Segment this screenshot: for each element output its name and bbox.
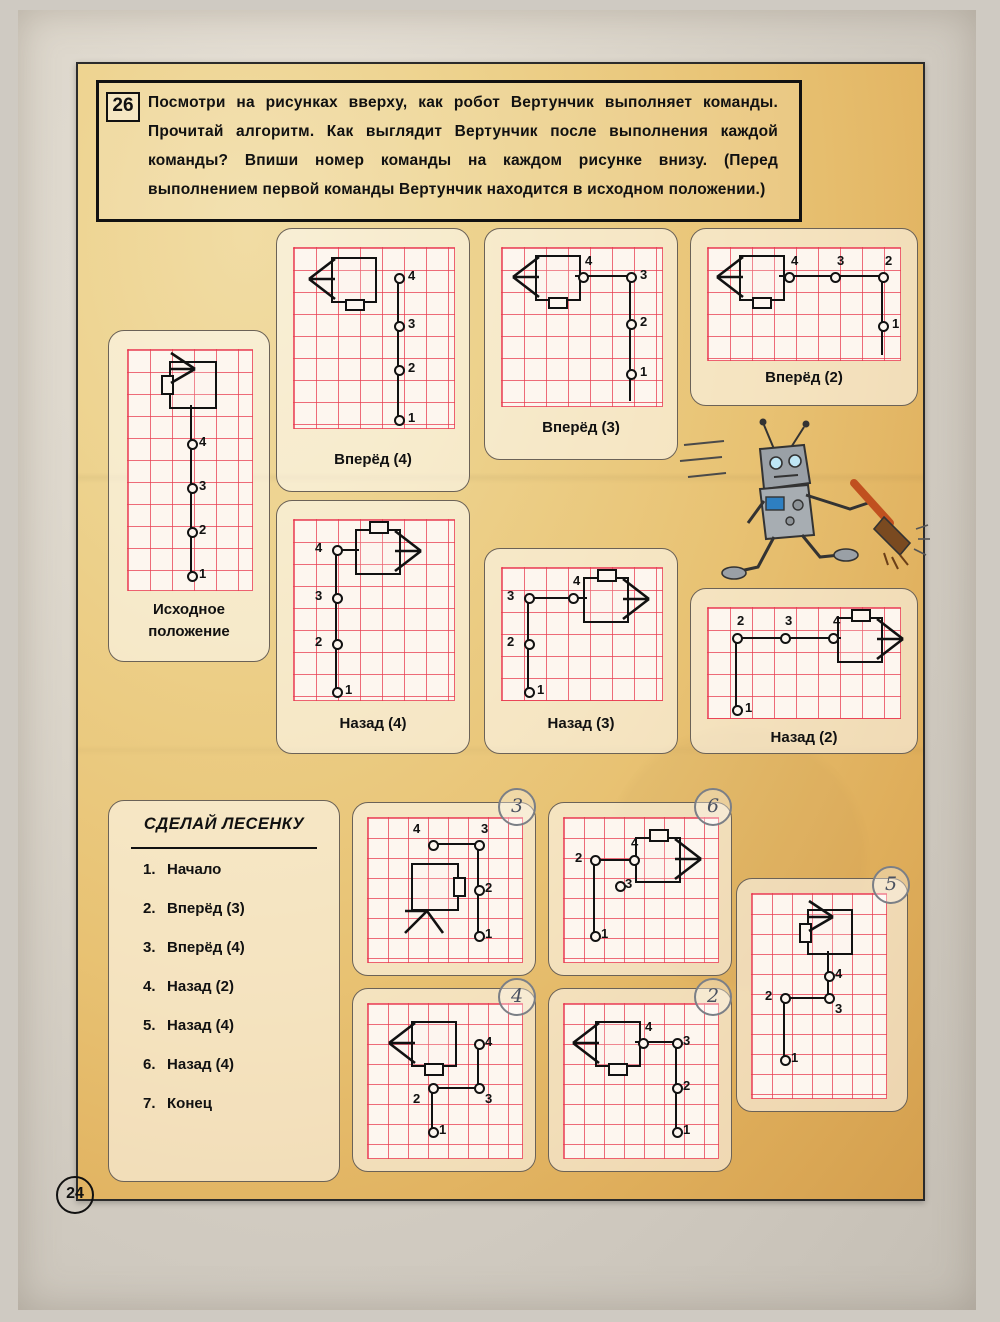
robot-nub [424, 1063, 444, 1076]
list-item [143, 900, 245, 917]
path-dot [394, 273, 405, 284]
card-exercise-1[interactable] [352, 802, 536, 976]
robot-body [411, 1021, 457, 1067]
path-mark: 1 [892, 316, 900, 331]
list-item [143, 939, 245, 956]
robot-path-v [735, 637, 737, 715]
robot-nub [752, 297, 772, 309]
path-mark: 3 [507, 588, 515, 603]
path-dot [474, 1039, 485, 1050]
step-index: 7. [143, 1095, 156, 1112]
answer-exercise-4[interactable]: 4 [498, 978, 536, 1016]
step-index: 3. [143, 939, 156, 956]
path-mark: 3 [485, 1091, 493, 1106]
card-forward-2 [690, 228, 918, 406]
path-dot [626, 272, 637, 283]
robot-arrow-start [169, 351, 219, 385]
path-dot [578, 272, 589, 283]
path-mark: 4 [413, 821, 421, 836]
scanned-page [18, 10, 976, 1310]
path-dot [332, 687, 343, 698]
card-exercise-5[interactable] [548, 988, 732, 1172]
answer-exercise-2[interactable]: 6 [694, 788, 732, 826]
robot-nub [369, 521, 389, 534]
list-item [143, 1017, 245, 1034]
card-label-start-line1: Исходное [153, 601, 225, 618]
path-dot [780, 633, 791, 644]
path-mark: 4 [408, 268, 416, 283]
robot-nub [608, 1063, 628, 1076]
path-mark: 2 [485, 880, 493, 895]
card-forward-3 [484, 228, 678, 460]
robot-body [595, 1021, 641, 1067]
path-mark: 3 [835, 1001, 843, 1016]
robot-arrow [807, 899, 855, 933]
robot-arrow [301, 257, 337, 301]
path-dot [780, 1055, 791, 1066]
step-label: Назад (2) [167, 978, 234, 995]
step-label: Назад (4) [167, 1017, 234, 1034]
path-dot [784, 272, 795, 283]
path-mark: 4 [199, 434, 207, 449]
robot-nub [851, 609, 871, 622]
robot-path-v2 [783, 997, 785, 1063]
path-dot [428, 840, 439, 851]
robot-arrow [393, 529, 429, 573]
path-dot [428, 1083, 439, 1094]
robot-body [739, 255, 785, 301]
path-mark: 3 [315, 588, 323, 603]
path-mark: 2 [737, 613, 745, 628]
path-dot [187, 527, 198, 538]
answer-exercise-1[interactable]: 3 [498, 788, 536, 826]
path-dot [672, 1083, 683, 1094]
robot-arrow [505, 255, 541, 299]
robot-nub [649, 829, 669, 842]
card-back-3 [484, 548, 678, 754]
card-exercise-2[interactable] [548, 802, 732, 976]
card-algorithm [108, 800, 340, 1182]
path-dot [672, 1127, 683, 1138]
card-label-back-4: Назад (4) [339, 715, 407, 732]
path-mark: 1 [408, 410, 416, 425]
path-dot [828, 633, 839, 644]
step-label: Назад (4) [167, 1056, 234, 1073]
path-dot [590, 855, 601, 866]
robot-arrow [565, 1021, 601, 1065]
path-dot [474, 931, 485, 942]
step-label: Вперёд (4) [167, 939, 245, 956]
card-back-2 [690, 588, 918, 754]
path-mark: 4 [791, 253, 799, 268]
path-dot [394, 365, 405, 376]
path-mark: 2 [885, 253, 893, 268]
robot-path-v [881, 275, 883, 355]
path-mark: 4 [645, 1019, 653, 1034]
path-dot [474, 840, 485, 851]
path-dot [626, 319, 637, 330]
path-dot [732, 705, 743, 716]
path-dot [332, 545, 343, 556]
step-index: 4. [143, 978, 156, 995]
path-mark: 4 [485, 1034, 493, 1049]
robot-arrow [403, 903, 447, 937]
robot-arrow [673, 837, 709, 881]
path-mark: 2 [315, 634, 323, 649]
step-index: 5. [143, 1017, 156, 1034]
robot-path-v [335, 549, 337, 697]
path-mark: 3 [199, 478, 207, 493]
card-back-4 [276, 500, 470, 754]
path-dot [394, 415, 405, 426]
path-dot [187, 571, 198, 582]
card-label-forward-4: Вперёд (4) [334, 451, 412, 468]
path-mark: 2 [507, 634, 515, 649]
path-dot [780, 993, 791, 1004]
path-dot [732, 633, 743, 644]
path-dot [187, 483, 198, 494]
robot-body [535, 255, 581, 301]
path-dot [629, 855, 640, 866]
path-dot [878, 321, 889, 332]
path-mark: 3 [785, 613, 793, 628]
path-mark: 1 [745, 700, 753, 715]
robot-path-v [593, 859, 595, 941]
path-dot [672, 1038, 683, 1049]
path-mark: 3 [683, 1033, 691, 1048]
path-mark: 1 [537, 682, 545, 697]
path-mark: 2 [765, 988, 773, 1003]
list-item [143, 1056, 245, 1073]
path-mark: 1 [640, 364, 648, 379]
path-dot [590, 931, 601, 942]
robot-nub [453, 877, 466, 897]
path-mark: 4 [835, 966, 843, 981]
path-mark: 3 [625, 876, 633, 891]
algorithm-steps [143, 861, 245, 1134]
card-label-back-3: Назад (3) [547, 715, 615, 732]
task-text: Посмотри на рисунках вверху, как робот Вертунчик выполняет команды. Прочитай алгоритм. Как выглядит Вертунчик после выполнения каждой команды? Впиши номер команды на каждом рисунке внизу. (Перед выполнением первой команды Вертунчик находится в исходном положении.) [148, 94, 778, 198]
path-mark: 2 [683, 1078, 691, 1093]
step-index: 6. [143, 1056, 156, 1073]
robot-arrow [875, 617, 911, 661]
path-dot [332, 639, 343, 650]
step-label: Вперёд (3) [167, 900, 245, 917]
path-mark: 1 [439, 1122, 447, 1137]
step-index: 2. [143, 900, 156, 917]
path-dot [638, 1038, 649, 1049]
path-mark: 2 [640, 314, 648, 329]
path-mark: 4 [585, 253, 593, 268]
divider [131, 847, 317, 849]
step-label: Начало [167, 861, 222, 878]
path-dot [474, 1083, 485, 1094]
robot-nub [345, 299, 365, 311]
path-dot [332, 593, 343, 604]
path-dot [626, 369, 637, 380]
path-mark: 1 [601, 926, 609, 941]
robot-mascot-illustration [678, 405, 938, 585]
path-mark: 4 [833, 613, 841, 628]
robot-path-v [629, 275, 631, 401]
path-mark: 1 [683, 1122, 691, 1137]
path-dot [428, 1127, 439, 1138]
path-mark: 2 [408, 360, 416, 375]
card-start-position [108, 330, 270, 662]
list-item [143, 861, 245, 878]
page-number: 24 [56, 1176, 94, 1214]
robot-body [331, 257, 377, 303]
card-exercise-3[interactable] [736, 878, 908, 1112]
path-dot [824, 971, 835, 982]
path-mark: 4 [631, 835, 639, 850]
card-label-back-2: Назад (2) [770, 729, 838, 746]
list-item [143, 1095, 245, 1112]
answer-exercise-3[interactable]: 5 [872, 866, 910, 904]
answer-exercise-5[interactable]: 2 [694, 978, 732, 1016]
path-dot [187, 439, 198, 450]
step-label: Конец [167, 1095, 212, 1112]
path-dot [524, 639, 535, 650]
path-mark: 2 [413, 1091, 421, 1106]
card-label-start-line2: положение [148, 623, 230, 640]
robot-arrow [709, 255, 745, 299]
path-dot [824, 993, 835, 1004]
path-dot [568, 593, 579, 604]
algorithm-title: СДЕЛАЙ ЛЕСЕНКУ [143, 815, 305, 833]
path-mark: 1 [485, 926, 493, 941]
path-mark: 3 [640, 267, 648, 282]
path-dot [474, 885, 485, 896]
list-item [143, 978, 245, 995]
path-mark: 4 [573, 573, 581, 588]
path-dot [394, 321, 405, 332]
path-mark: 4 [315, 540, 323, 555]
path-dot [830, 272, 841, 283]
card-label-forward-3: Вперёд (3) [542, 419, 620, 436]
path-dot [524, 593, 535, 604]
card-exercise-4[interactable] [352, 988, 536, 1172]
robot-arrow [621, 577, 657, 621]
robot-nub [597, 569, 617, 582]
step-index: 1. [143, 861, 156, 878]
path-dot [524, 687, 535, 698]
path-mark: 3 [408, 316, 416, 331]
robot-arrow [381, 1021, 417, 1065]
path-mark: 1 [199, 566, 207, 581]
card-label-forward-2: Вперёд (2) [765, 369, 843, 386]
path-mark: 2 [199, 522, 207, 537]
task-number: 26 [106, 92, 140, 122]
path-mark: 3 [481, 821, 489, 836]
path-mark: 1 [345, 682, 353, 697]
card-forward-4 [276, 228, 470, 492]
path-dot [878, 272, 889, 283]
path-mark: 3 [837, 253, 845, 268]
robot-path [397, 277, 399, 422]
path-mark: 2 [575, 850, 583, 865]
robot-nub [548, 297, 568, 309]
path-mark: 1 [791, 1050, 799, 1065]
